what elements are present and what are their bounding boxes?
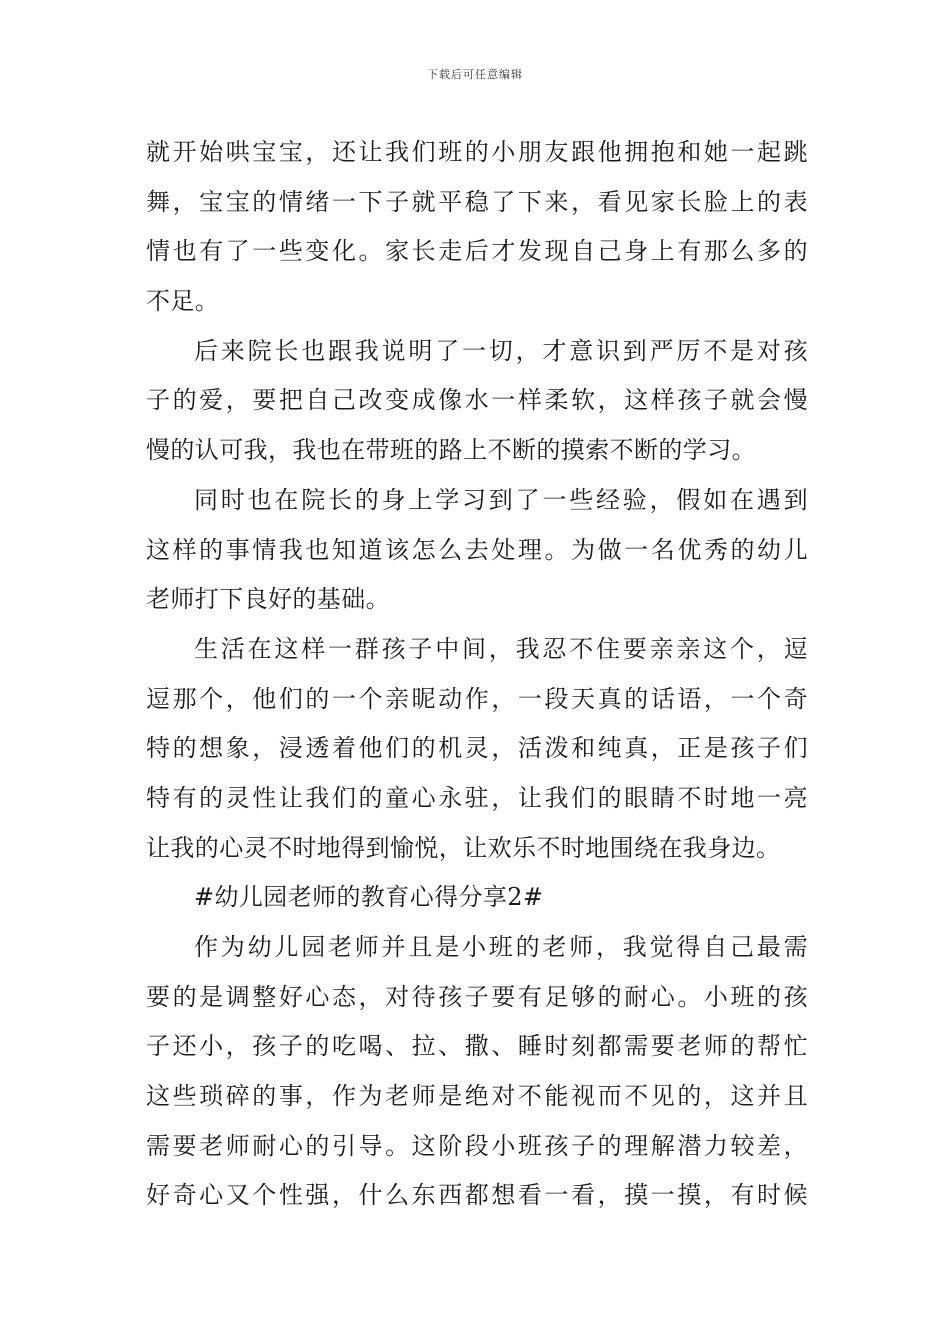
text-line: 同时也在院长的身上学习到了一些经验，假如在遇到 xyxy=(194,485,808,514)
text-line: 后来院长也跟我说明了一切，才意识到严厉不是对孩 xyxy=(194,336,808,365)
text-line: 好奇心又个性强，什么东西都想看一看，摸一摸，有时候 xyxy=(146,1181,808,1210)
text-line: 逗那个，他们的一个亲昵动作，一段天真的话语，一个奇 xyxy=(146,684,808,713)
text-line: 要的是调整好心态，对待孩子要有足够的耐心。小班的孩 xyxy=(146,982,808,1011)
text-line: 需要老师耐心的引导。这阶段小班孩子的理解潜力较差， xyxy=(146,1131,808,1160)
text-line: 子还小，孩子的吃喝、拉、撒、睡时刻都需要老师的帮忙 xyxy=(146,1032,808,1061)
text-line: 特有的灵性让我们的童心永驻，让我们的眼睛不时地一亮 xyxy=(146,783,808,812)
text-line: 让我的心灵不时地得到愉悦，让欢乐不时地围绕在我身边。 xyxy=(146,833,781,862)
page-header: 下载后可任意编辑 xyxy=(427,68,523,81)
text-line: 这样的事情我也知道该怎么去处理。为做一名优秀的幼儿 xyxy=(146,535,808,564)
text-line: 舞，宝宝的情绪一下子就平稳了下来，看见家长脸上的表 xyxy=(146,187,808,216)
text-line: 特的想象，浸透着他们的机灵，活泼和纯真，正是孩子们 xyxy=(146,734,808,763)
text-line: #幼儿园老师的教育心得分享2# xyxy=(194,883,544,912)
text-line: 不足。 xyxy=(146,287,220,316)
text-line: 这些琐碎的事，作为老师是绝对不能视而不见的，这并且 xyxy=(146,1082,808,1111)
body-text xyxy=(146,128,808,1221)
text-line: 就开始哄宝宝，还让我们班的小朋友跟他拥抱和她一起跳 xyxy=(146,138,808,166)
text-line: 子的爱，要把自己改变成像水一样柔软，这样孩子就会慢 xyxy=(146,386,808,415)
text-line: 作为幼儿园老师并且是小班的老师，我觉得自己最需 xyxy=(194,933,808,961)
text-line: 情也有了一些变化。家长走后才发现自己身上有那么多的 xyxy=(146,237,808,266)
text-line: 生活在这样一群孩子中间，我忍不住要亲亲这个，逗 xyxy=(194,634,808,663)
text-line: 老师打下良好的基础。 xyxy=(146,585,390,614)
text-line: 慢的认可我，我也在带班的路上不断的摸索不断的学习。 xyxy=(146,436,756,465)
